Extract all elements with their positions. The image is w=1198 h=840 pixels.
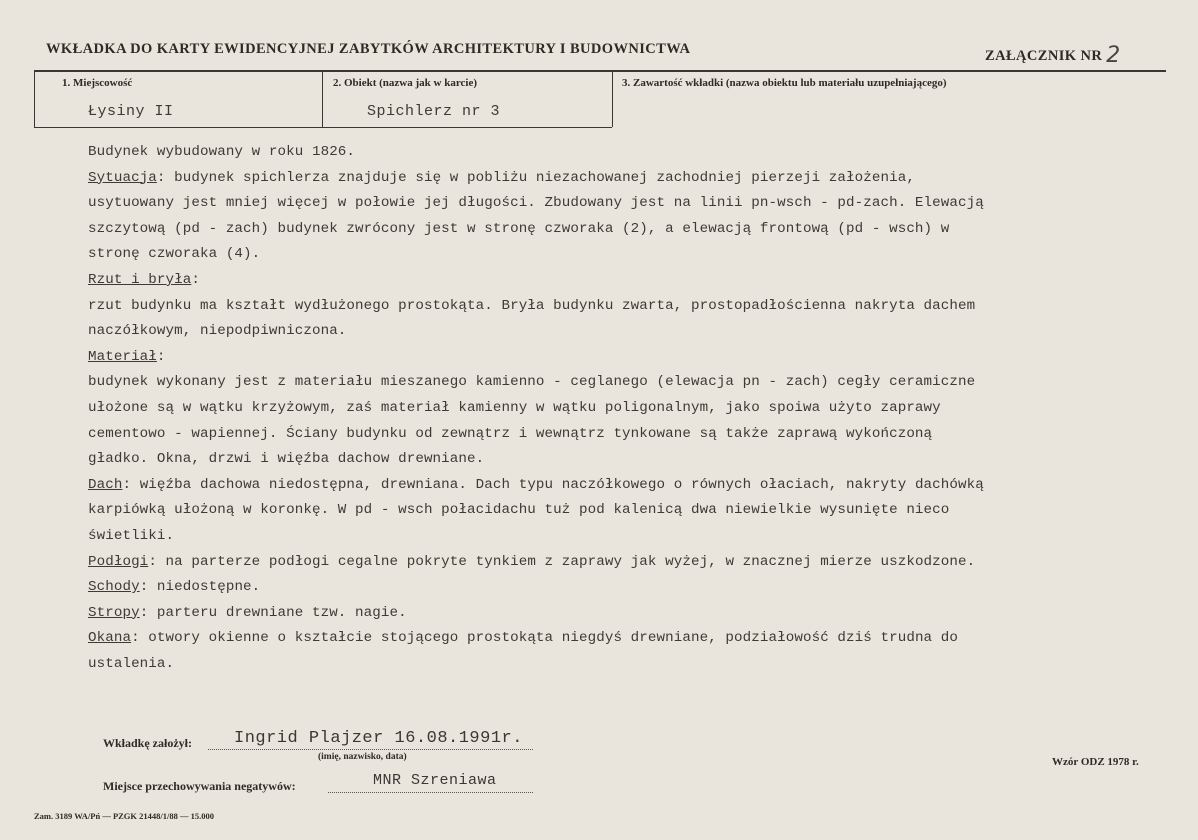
text-line: Okana: otwory okienne o kształcie stojącego prostokąta niegdyś drewniane, podziałowość dziś trudna do xyxy=(88,630,959,647)
text-line: usytuowany jest mniej więcej w połowie jej długości. Zbudowany jest na linii pn-wsch - pd-zach. Elewacją xyxy=(88,195,984,212)
section-heading-situation: Sytuacja xyxy=(88,169,157,186)
table-divider-2 xyxy=(612,70,613,127)
text-line: Stropy: parteru drewniane tzw. nagie. xyxy=(88,604,407,621)
text-line: stronę czworaka (4). xyxy=(88,246,261,263)
text-line: cementowo - wapiennej. Ściany budynku od zewnątrz i wewnątrz tynkowane są także zaprawą wykończoną xyxy=(88,425,933,442)
text-line: karpiówką ułożoną w koronkę. W pd - wsch połacidachu tuż pod kalenicą dwa niewielkie wysunięte nieco xyxy=(88,502,950,519)
locality-label: 1. Miejscowość xyxy=(62,77,133,89)
form-title: WKŁADKA DO KARTY EWIDENCYJNEJ ZABYTKÓW ARCHITEKTURY I BUDOWNICTWA xyxy=(46,41,691,57)
attachment-number-value: 2 xyxy=(1106,43,1121,68)
text-line: Schody: niedostępne. xyxy=(88,579,261,596)
section-heading-roof: Dach xyxy=(88,476,123,493)
form-model: Wzór ODZ 1978 r. xyxy=(1052,756,1139,768)
section-heading-floors: Podłogi xyxy=(88,553,149,570)
description-body xyxy=(88,144,1163,681)
table-divider-1 xyxy=(322,70,323,127)
founder-value: Ingrid Plajzer 16.08.1991r. xyxy=(234,729,523,748)
founder-hint: (imię, nazwisko, data) xyxy=(318,752,407,762)
section-heading-stairs: Schody xyxy=(88,579,140,596)
founder-dotted-line xyxy=(208,749,533,750)
section-heading-ceilings: Stropy xyxy=(88,604,140,621)
table-top-rule xyxy=(34,70,1166,72)
text-line: świetliki. xyxy=(88,527,175,544)
attachment-label: ZAŁĄCZNIK NR xyxy=(985,48,1103,64)
text-line: rzut budynku ma kształt wydłużonego prostokąta. Bryła budynku zwarta, prostopadłościenna nakryta dachem xyxy=(88,297,976,314)
text-line: ułożone są w wątku krzyżowym, zaś materiał kamienny w wątku poligonalnym, jako spoiwa użyto zaprawy xyxy=(88,399,941,416)
text-line: Budynek wybudowany w roku 1826. xyxy=(88,144,356,160)
locality-value: Łysiny II xyxy=(88,103,174,120)
section-heading-material: Materiał xyxy=(88,348,157,365)
text-line: ustalenia. xyxy=(88,655,175,672)
text-line: gładko. Okna, drzwi i więźba dachow drewniane. xyxy=(88,451,485,468)
text-line: Materiał: xyxy=(88,348,166,365)
text-line: naczółkowym, niepodpiwniczona. xyxy=(88,323,347,340)
negatives-value: MNR Szreniawa xyxy=(373,772,497,789)
negatives-dotted-line xyxy=(328,792,533,793)
object-label: 2. Obiekt (nazwa jak w karcie) xyxy=(333,77,478,89)
text-line: szczytową (pd - zach) budynek zwrócony jest w stronę czworaka (2), a elewacją frontową (pd - wsch) w xyxy=(88,220,950,237)
contents-label: 3. Zawartość wkładki (nazwa obiektu lub materiału uzupełniającego) xyxy=(622,77,947,89)
section-heading-windows: Okana xyxy=(88,630,132,647)
print-note: Zam. 3189 WA/Pń — PZGK 21448/1/88 — 15.000 xyxy=(34,811,215,821)
text-line: Dach: więźba dachowa niedostępna, drewniana. Dach typu naczółkowego o równych ołaciach, nakryty dachówką xyxy=(88,476,984,493)
text-line: Sytuacja: budynek spichlerza znajduje się w pobliżu niezachowanej zachodniej pierzeji założenia, xyxy=(88,169,915,186)
founder-label: Wkładkę założył: xyxy=(103,736,192,750)
table-left-rule xyxy=(34,70,35,127)
section-heading-plan: Rzut i bryła xyxy=(88,271,192,288)
attachment-number xyxy=(985,41,1121,66)
text-line: Podłogi: na parterze podłogi cegalne pokryte tynkiem z zaprawy jak wyżej, w znacznej mierze uszkodzone. xyxy=(88,553,976,570)
negatives-label: Miejsce przechowywania negatywów: xyxy=(103,779,296,793)
object-value: Spichlerz nr 3 xyxy=(367,103,501,120)
table-bottom-rule xyxy=(34,127,612,128)
text-line: budynek wykonany jest z materiału mieszanego kamienno - ceglanego (elewacja pn - zach) cegły ceramiczne xyxy=(88,374,976,391)
text-line: Rzut i bryła: xyxy=(88,271,200,288)
